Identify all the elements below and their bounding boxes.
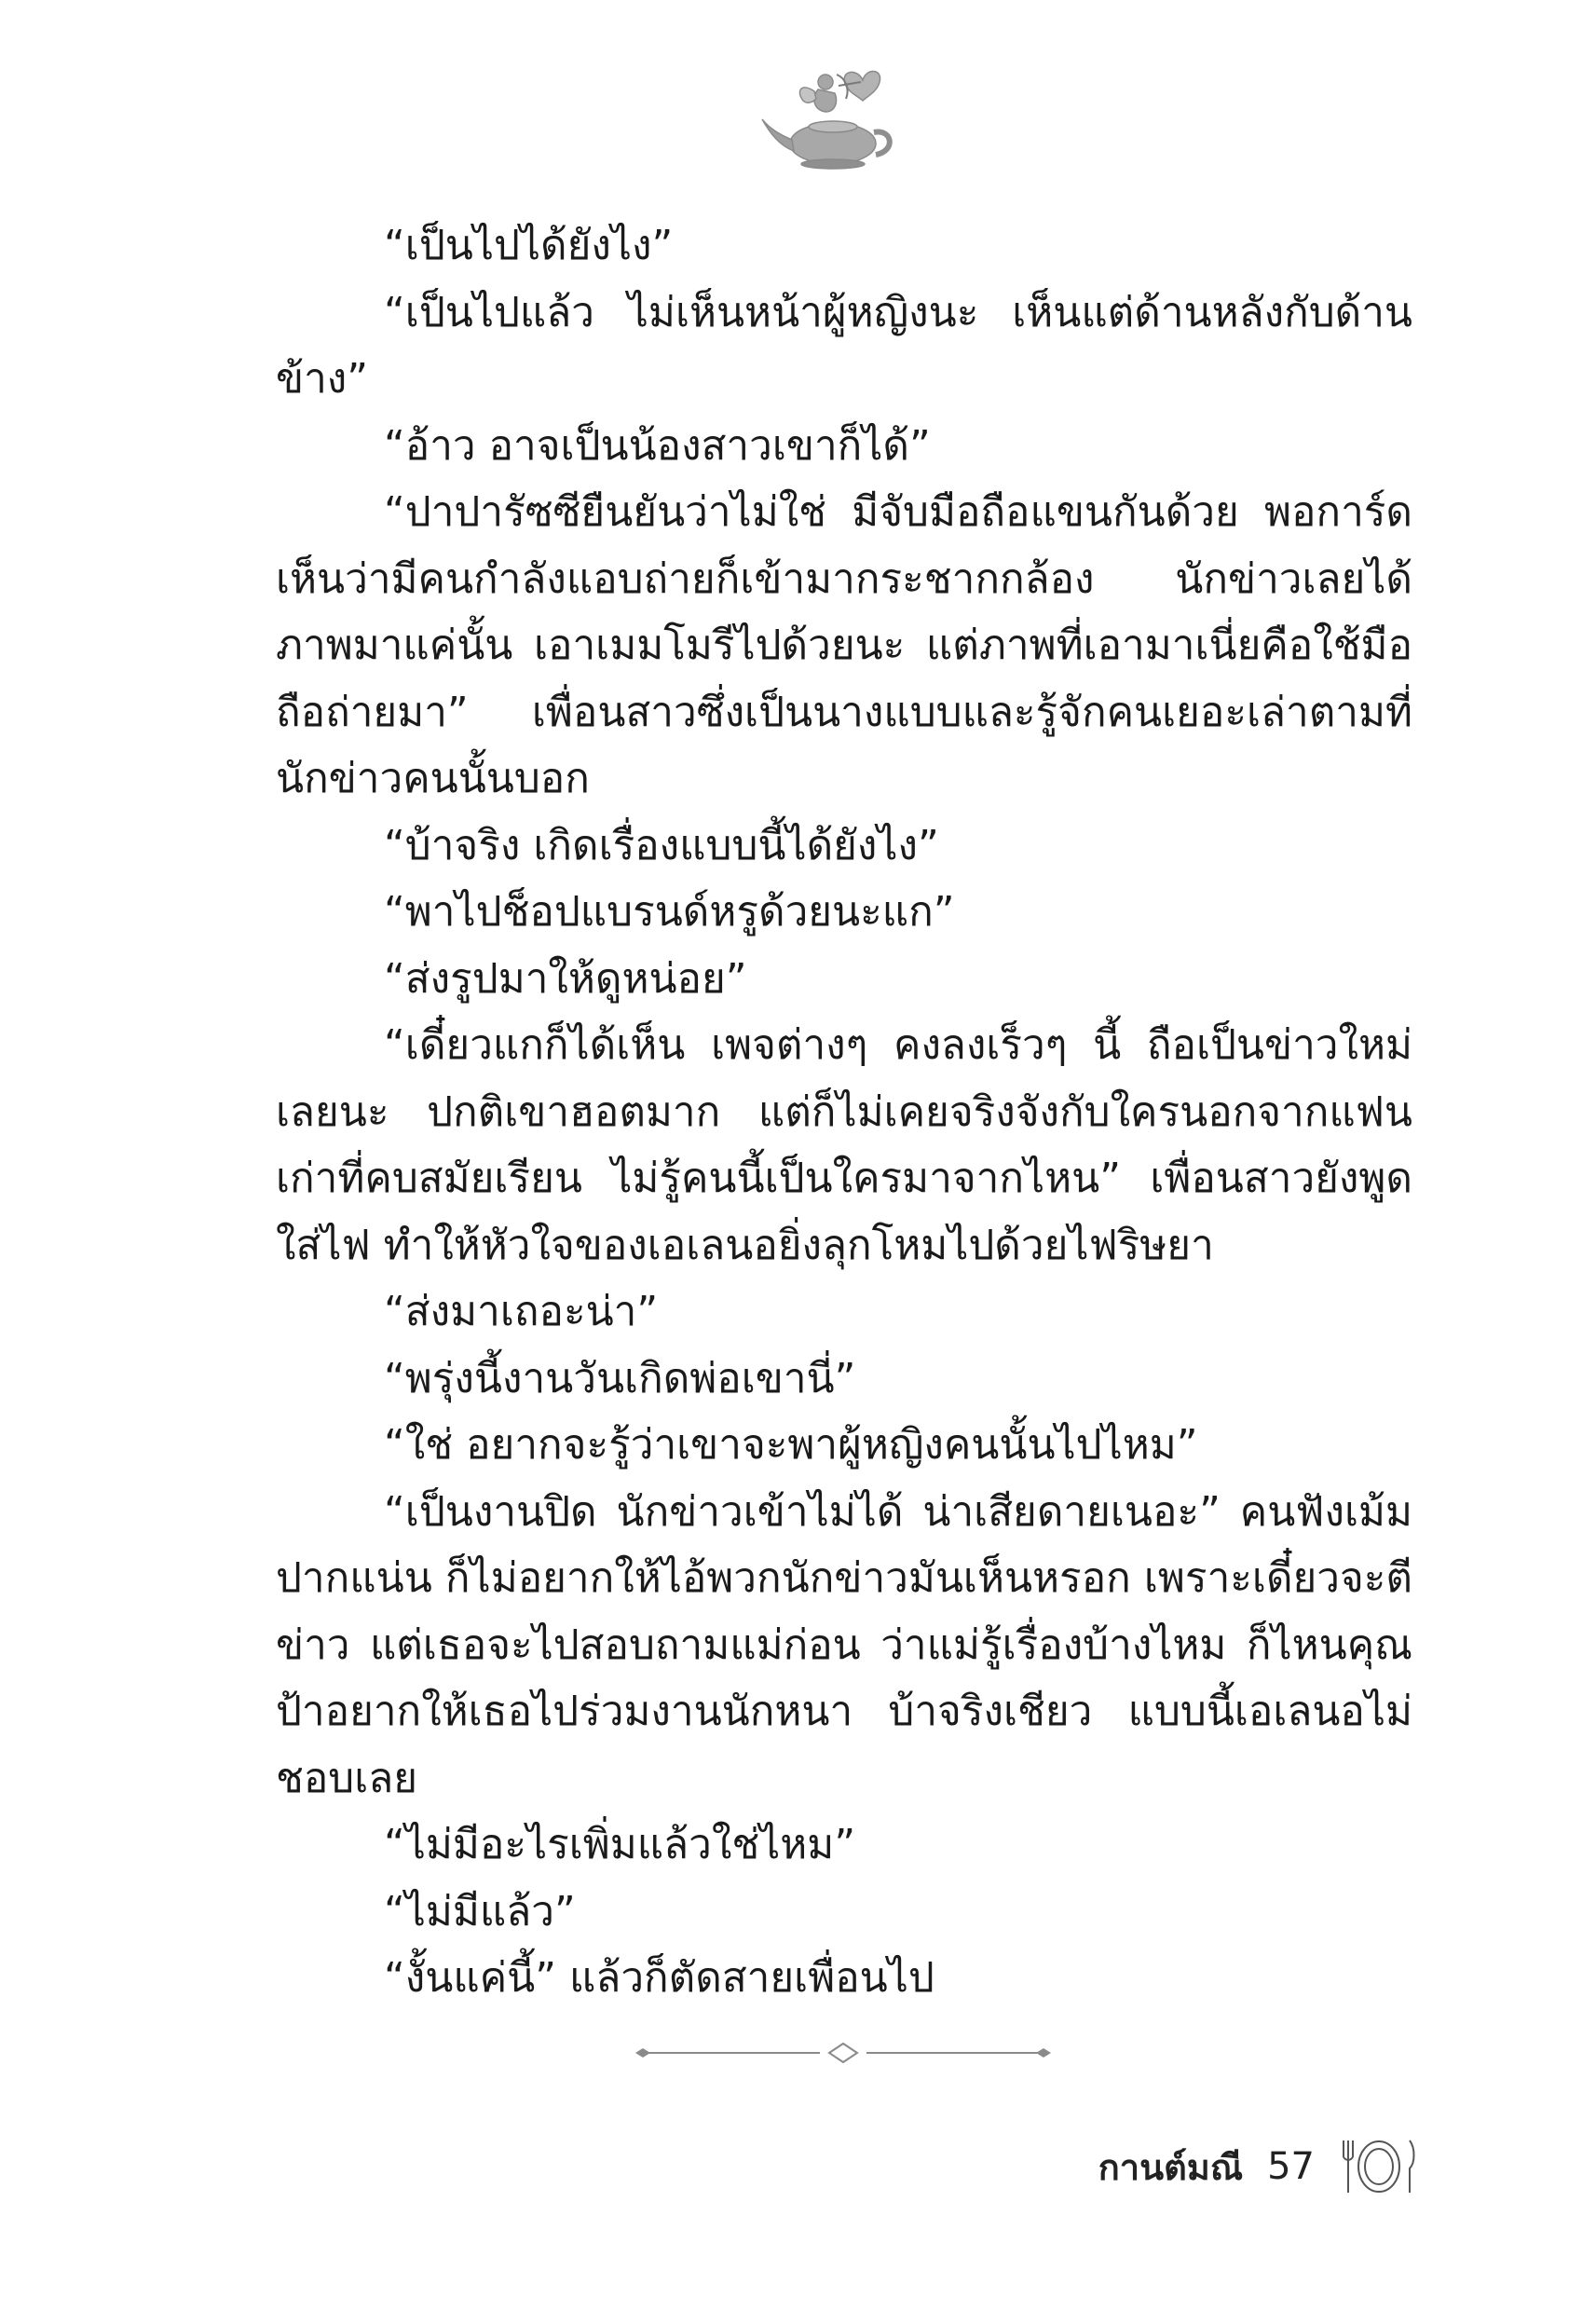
paragraph: “พาไปช็อปแบรนด์หรูด้วยนะแก” [384, 888, 955, 936]
paragraph: “บ้าจริง เกิดเรื่องแบบนี้ได้ยังไง” [384, 821, 939, 869]
cupid-teapot-emblem-icon [753, 54, 913, 175]
body-text [276, 212, 1412, 2012]
paragraph: “ส่งรูปมาให้ดูหน่อย” [384, 954, 747, 1003]
paragraph: “เป็นงานปิด นักข่าวเข้าไม่ได้ น่าเสียดายเนอะ” คนฟังเม้มปากแน่น ก็ไม่อยากให้ไอ้พวกนักข่าวมันเห็นหรอก เพราะเดี๋ยวจะตีข่าว แต่เธอจะไปสอบถามแม่ก่อน ว่าแม่รู้เรื่องบ้างไหม ก็ไหนคุณป้าอยากให้เธอไปร่วมงานนักหนา บ้าจริงเชียว แบบนี้เอเลนอไม่ชอบเลย [276, 1487, 1412, 1802]
paragraph: “ไม่มีอะไรเพิ่มแล้วใช่ไหม” [384, 1821, 856, 1868]
paragraph: “เดี๋ยวแกก็ได้เห็น เพจต่างๆ คงลงเร็วๆ นี้ ถือเป็นข่าวใหม่เลยนะ ปกติเขาฮอตมาก แต่ก็ไม่เคยจริงจังกับใครนอกจากแฟนเก่าที่คบสมัยเรียน ไม่รู้คนนี้เป็นใครมาจากไหน” เพื่อนสาวยังพูดใส่ไฟ ทำให้หัวใจของเอเลนอยิ่งลุกโหมไปด้วยไฟริษยา [276, 1021, 1412, 1269]
paragraph: “อ้าว อาจเป็นน้องสาวเขาก็ได้” [384, 421, 931, 470]
page-number: 57 [1267, 2145, 1315, 2188]
plate-cutlery-icon [1339, 2135, 1419, 2198]
paragraph: “ใช่ อยากจะรู้ว่าเขาจะพาผู้หญิงคนนั้นไปไหม” [384, 1421, 1198, 1469]
diamond-divider-icon [634, 2039, 1053, 2067]
footer-title: กานต์มณี [1098, 2146, 1244, 2188]
paragraph: “ไม่มีแล้ว” [384, 1887, 576, 1935]
paragraph: “พรุ่งนี้งานวันเกิดพ่อเขานี่” [384, 1354, 856, 1402]
page-footer [1098, 2134, 1419, 2199]
paragraph: “งั้นแค่นี้” แล้วก็ตัดสายเพื่อนไป [384, 1954, 934, 2002]
paragraph: “ปาปารัซซียืนยันว่าไม่ใช่ มีจับมือถือแขนกันด้วย พอการ์ดเห็นว่ามีคนกำลังแอบถ่ายก็เข้ามากระชากกล้อง นักข่าวเลยได้ภาพมาแค่นั้น เอาเมมโมรีไปด้วยนะ แต่ภาพที่เอามาเนี่ยคือใช้มือถือถ่ายมา” เพื่อนสาวซึ่งเป็นนางแบบและรู้จักคนเยอะเล่าตามที่นักข่าวคนนั้นบอก [276, 488, 1412, 802]
paragraph: “ส่งมาเถอะน่า” [384, 1288, 659, 1335]
paragraph: “เป็นไปแล้ว ไม่เห็นหน้าผู้หญิงนะ เห็นแต่ด้านหลังกับด้านข้าง” [276, 288, 1412, 403]
paragraph: “เป็นไปได้ยังไง” [384, 222, 674, 269]
